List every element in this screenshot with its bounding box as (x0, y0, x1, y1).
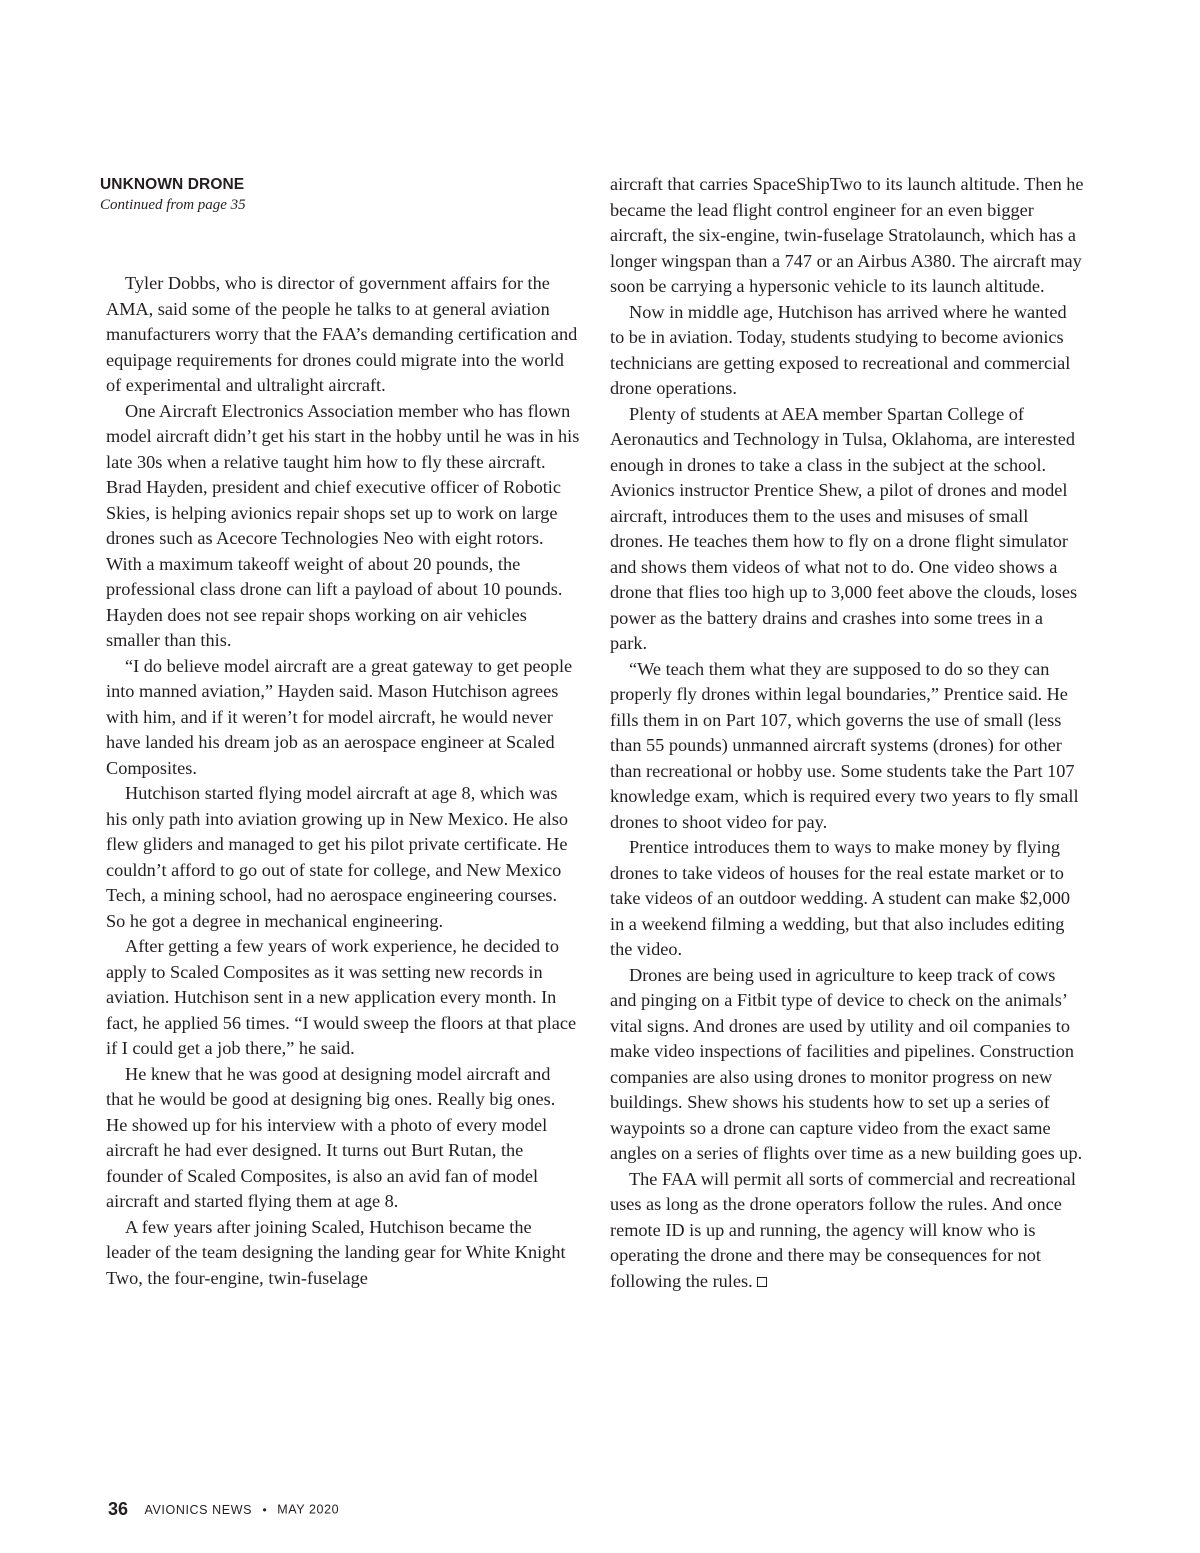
publication-name: AVIONICS NEWS (144, 1502, 253, 1517)
paragraph: After getting a few years of work experience, he decided to apply to Scaled Composites as it was setting new records in aviation. Hutchison sent in a new application every month. In fact, he applied 56 times. “I would sweep the floors at that place if I could get a job there,” he said. (106, 936, 577, 1058)
paragraph-continued: aircraft that carries SpaceShipTwo to its launch altitude. Then he became the lead flight control engineer for an even bigger aircraft, the six-engine, twin-fuselage Stratolaunch, which has a longer wingspan than a 747 or an Airbus A380. The aircraft may soon be carrying a hypersonic vehicle to its launch altitude. (610, 174, 1084, 296)
paragraph: Hutchison started flying model aircraft at age 8, which was his only path into aviation growing up in New Mexico. He also flew gliders and managed to get his pilot private certificate. He couldn’t afford to go out of state for college, and New Mexico Tech, a mining school, had no aerospace engineering courses. So he got a degree in mechanical engineering. (106, 783, 569, 931)
paragraph: Prentice introduces them to ways to make money by flying drones to take videos of houses for the real estate market or to take videos of an outdoor wedding. A student can make $2,000 in a weekend filming a wedding, but that also includes editing the video. (610, 837, 1070, 959)
paragraph: One Aircraft Electronics Association member who has flown model aircraft didn’t get his start in the hobby until he was in his late 30s when a relative taught him how to fly these aircraft. Brad Hayden, president and chief executive officer of Robotic Skies, is helping avionics repair shops set up to work on large drones such as Acecore Technologies Neo with eight rotors. With a maximum takeoff weight of about 20 pounds, the professional class drone can lift a payload of about 10 pounds. Hayden does not see repair shops working on air vehicles smaller than this. (106, 400, 580, 650)
final-paragraph-text: The FAA will permit all sorts of commercial and recreational uses as long as the drone operators follow the rules. And once remote ID is up and running, the agency will know who is operating the drone and there may be consequences for not following the rules. (610, 1168, 1076, 1291)
continued-from-note: Continued from page 35 (100, 197, 246, 213)
footer-separator: • (262, 1502, 267, 1517)
paragraph: He knew that he was good at designing model aircraft and that he would be good at designing big ones. Really big ones. He showed up for his interview with a photo of every model aircraft he had ever designed. It turns out Burt Rutan, the founder of Scaled Composites, is also an avid fan of model aircraft and started flying them at age 8. (106, 1063, 556, 1211)
page-number: 36 (108, 1499, 129, 1519)
paragraph: “I do believe model aircraft are a great gateway to get people into manned aviation,” Hayden said. Mason Hutchison agrees with him, and if it weren’t for model aircraft, he would never have landed his dream job as an aerospace engineer at Scaled Composites. (106, 655, 573, 778)
page-footer (108, 1499, 339, 1520)
paragraph: “We teach them what they are supposed to do so they can properly fly drones within legal boundaries,” Prentice said. He fills them in on Part 107, which governs the use of small (less than 55 pounds) unmanned aircraft systems (drones) for other than recreational or hobby use. Some students take the Part 107 knowledge exam, which is required every two years to fly small drones to shoot video for pay. (610, 658, 1079, 832)
left-column (106, 271, 580, 1291)
end-of-article-box-icon (757, 1277, 767, 1287)
final-paragraph (610, 1167, 1084, 1295)
paragraph: A few years after joining Scaled, Hutchison became the leader of the team designing the landing gear for White Knight Two, the four-engine, twin-fuselage (106, 1216, 566, 1288)
article-header (100, 175, 570, 215)
paragraph: Now in middle age, Hutchison has arrived where he wanted to be in aviation. Today, students studying to become avionics technicians are getting exposed to recreational and commercial drone operations. (610, 301, 1071, 398)
article-kicker: UNKNOWN DRONE (100, 176, 245, 193)
right-column (610, 172, 1084, 1294)
paragraph: Plenty of students at AEA member Spartan College of Aeronautics and Technology in Tulsa, Oklahoma, are interested enough in drones to take a class in the subject at the school. Avionics instructor Prentice Shew, a pilot of drones and model aircraft, introduces them to the uses and misuses of small drones. He teaches them how to fly on a drone flight simulator and shows them videos of what not to do. One video shows a drone that flies too high up to 3,000 feet above the clouds, loses power as the battery drains and crashes into some trees in a park. (610, 403, 1078, 653)
issue-date: MAY 2020 (277, 1502, 340, 1517)
paragraph: Drones are being used in agriculture to keep track of cows and pinging on a Fitbit type of device to check on the animals’ vital signs. And drones are used by utility and oil companies to make video inspections of facilities and pipelines. Construction companies are also using drones to monitor progress on new buildings. Shew shows his students how to set up a series of waypoints so a drone can capture video from the exact same angles on a series of flights over time as a new building goes up. (610, 964, 1083, 1163)
paragraph: Tyler Dobbs, who is director of government affairs for the AMA, said some of the people he talks to at general aviation manufacturers worry that the FAA’s demanding certification and equipage requirements for drones could migrate into the world of experimental and ultralight aircraft. (106, 273, 578, 395)
